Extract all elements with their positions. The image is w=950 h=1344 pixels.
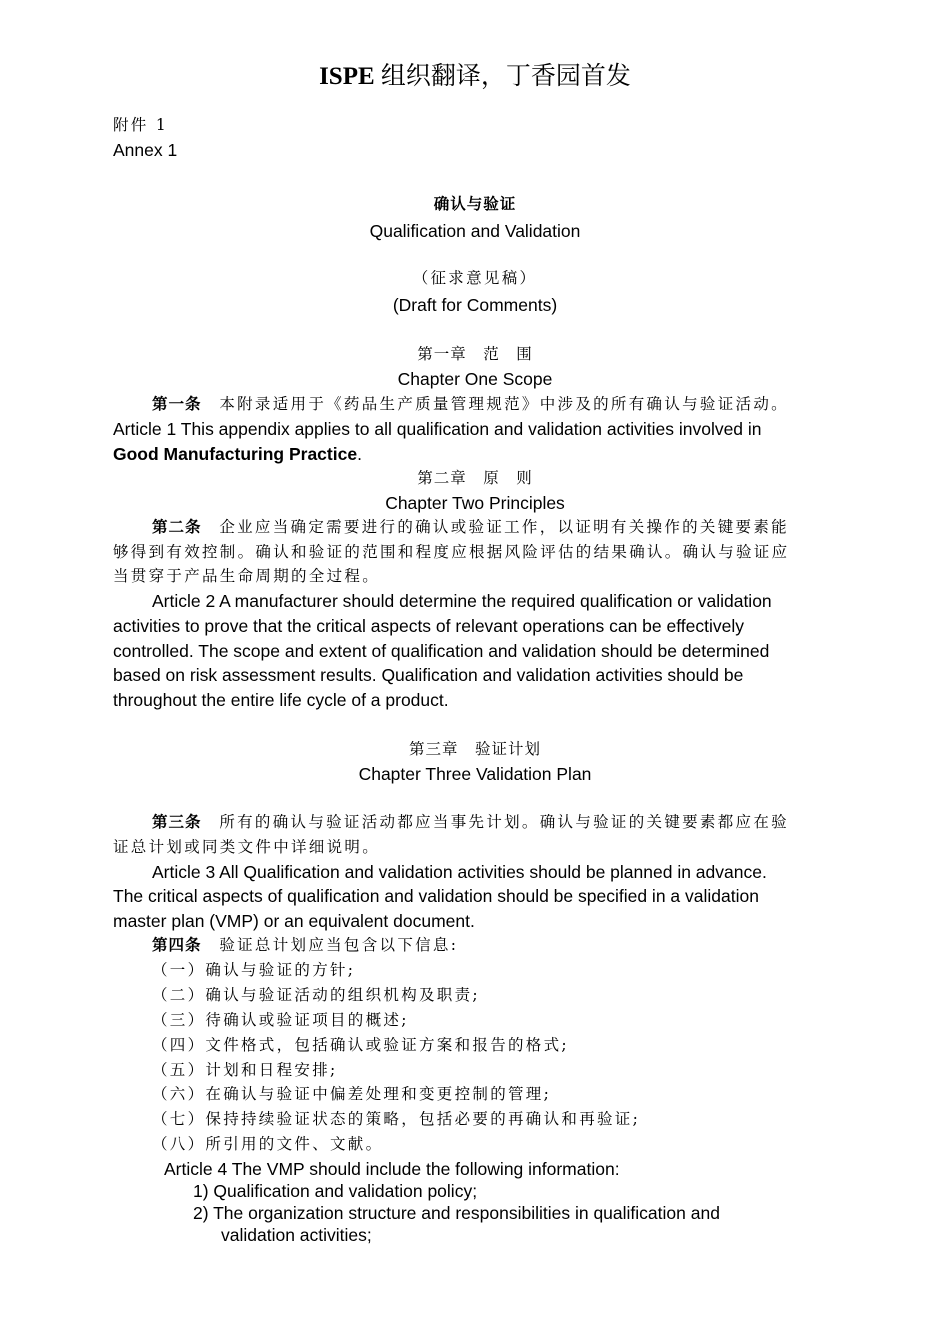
doc-title-zh: 确认与验证	[433, 194, 517, 213]
article4-item: （四）文件格式，包括确认或验证方案和报告的格式;	[152, 1036, 569, 1054]
article4-label: 第四条	[152, 935, 202, 954]
article1-en-end: .	[357, 444, 362, 464]
article4-item: （二）确认与验证活动的组织机构及职责;	[152, 986, 480, 1004]
article2-en-line2: activities to prove that the critical aspects of relevant operations can be effectively	[113, 616, 744, 636]
chapter3-heading-zh: 第三章 验证计划	[408, 740, 541, 758]
annex-en: Annex 1	[113, 140, 178, 160]
article2-zh-line1	[152, 515, 789, 539]
article4-en: Article 4 The VMP should include the following information:	[164, 1159, 620, 1179]
article4-item: （五）计划和日程安排;	[152, 1061, 338, 1079]
article3-zh-line1	[152, 810, 789, 834]
article4-en-item: 2) The organization structure and responsibilities in qualification and	[193, 1203, 720, 1223]
annex-zh: 附件 1	[113, 116, 168, 134]
article1-en-line1: Article 1 This appendix applies to all qualification and validation activities involved in	[113, 419, 762, 439]
header-title-rest: 组织翻译，丁香园首发	[374, 63, 631, 90]
article3-en-line2: The critical aspects of qualification and validation should be specified in a validation	[113, 886, 759, 906]
article4-en-item: validation activities;	[221, 1225, 372, 1245]
article4-zh	[152, 933, 458, 957]
article4-en-item: 1) Qualification and validation policy;	[193, 1181, 478, 1201]
chapter1-heading-zh: 第一章 范 围	[417, 345, 533, 363]
article4-text-zh: 验证总计划应当包含以下信息:	[219, 936, 459, 954]
article2-zh-line2: 够得到有效控制。确认和验证的范围和程度应根据风险评估的结果确认。确认与验证应	[113, 543, 790, 561]
draft-label-zh: （征求意见稿）	[412, 269, 538, 287]
article2-zh-line3: 当贯穿于产品生命周期的全过程。	[113, 567, 381, 585]
article4-item: （三）待确认或验证项目的概述;	[152, 1011, 409, 1029]
article1-text-zh: 本附录适用于《药品生产质量管理规范》中涉及的所有确认与验证活动。	[219, 395, 789, 413]
article4-item: （一）确认与验证的方针;	[152, 961, 356, 979]
article2-en-line4: based on risk assessment results. Qualification and validation activities should be	[113, 665, 744, 685]
article4-item: （八）所引用的文件、文献。	[152, 1135, 384, 1153]
article3-en-line3: master plan (VMP) or an equivalent document.	[113, 911, 475, 931]
article4-item: （七）保持持续验证状态的策略，包括必要的再确认和再验证;	[152, 1110, 641, 1128]
article2-en-line1: Article 2 A manufacturer should determine the required qualification or validation	[152, 591, 772, 611]
chapter1-heading-en: Chapter One Scope	[397, 369, 553, 389]
article1-zh	[152, 392, 789, 416]
article2-en-line5: throughout the entire life cycle of a product.	[113, 690, 449, 710]
article2-en-line3: controlled. The scope and extent of qualification and validation should be determined	[113, 641, 770, 661]
doc-title-en: Qualification and Validation	[369, 221, 581, 241]
draft-label-en: (Draft for Comments)	[392, 295, 558, 315]
chapter2-heading-zh: 第二章 原 则	[417, 469, 533, 487]
article2-text-zh-1: 企业应当确定需要进行的确认或验证工作，以证明有关操作的关键要素能	[219, 518, 789, 536]
article3-en-line1: Article 3 All Qualification and validation activities should be planned in advance.	[152, 862, 767, 882]
header-title-latin: ISPE	[319, 63, 375, 90]
article4-item: （六）在确认与验证中偏差处理和变更控制的管理;	[152, 1085, 552, 1103]
chapter3-heading-en: Chapter Three Validation Plan	[358, 764, 592, 784]
chapter2-heading-en: Chapter Two Principles	[385, 493, 565, 513]
article2-label: 第二条	[152, 517, 202, 536]
gmp-bold-text: Good Manufacturing Practice	[113, 444, 358, 464]
article1-en-line2	[113, 442, 362, 466]
article3-text-zh-1: 所有的确认与验证活动都应当事先计划。确认与验证的关键要素都应在验	[219, 813, 789, 831]
article3-zh-line2: 证总计划或同类文件中详细说明。	[113, 838, 381, 856]
article1-label: 第一条	[152, 394, 202, 413]
article3-label: 第三条	[152, 812, 202, 831]
page-header	[0, 62, 950, 92]
